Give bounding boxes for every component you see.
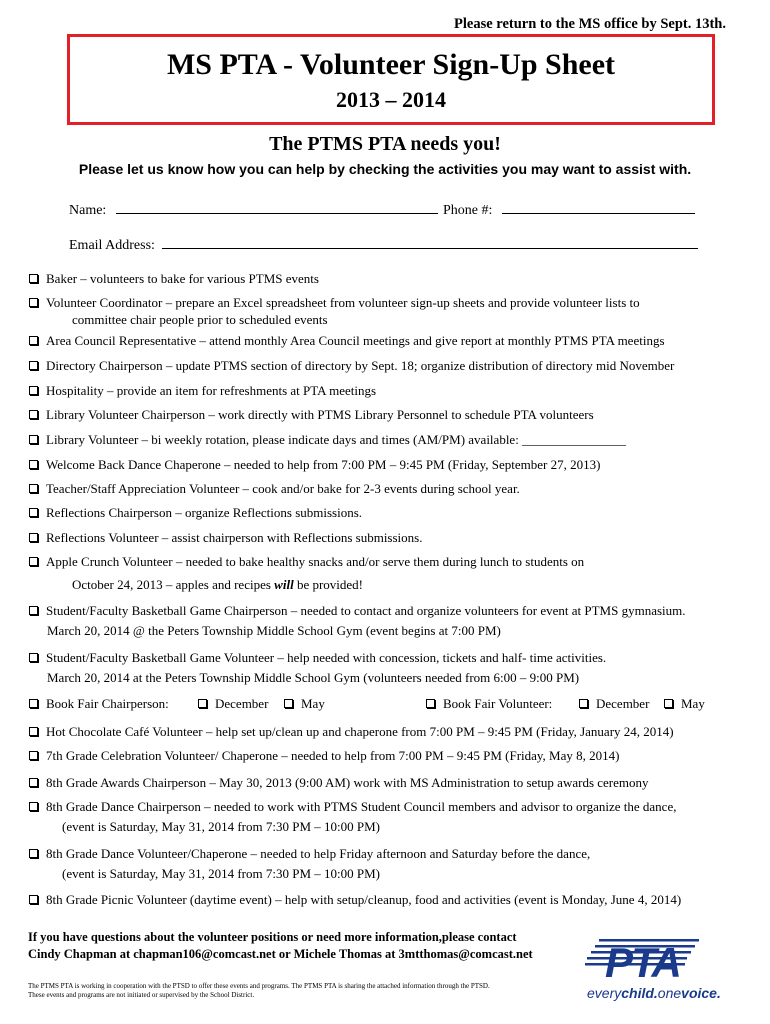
intro-text: Please let us know how you can help by checking the activities you may want to assist with.: [78, 161, 692, 177]
name-line[interactable]: [116, 200, 438, 214]
list-item: 8th Grade Awards Chairperson – May 30, 2013 (9:00 AM) work with MS Administration to setup awards ceremony: [29, 774, 739, 791]
checkbox[interactable]: [29, 410, 38, 419]
list-item: Apple Crunch Volunteer – needed to bake healthy snacks and/or serve them during lunch to students on October 24, 2013 – apples and recipes will be provided!: [29, 553, 739, 593]
phone-line[interactable]: [502, 200, 695, 214]
checkbox[interactable]: [29, 606, 38, 615]
name-field[interactable]: [69, 200, 438, 219]
tagline: The PTMS PTA needs you!: [269, 133, 501, 155]
checkbox[interactable]: [29, 849, 38, 858]
book-fair-volunteer-label: Book Fair Volunteer:: [443, 696, 553, 711]
title-box: [67, 34, 715, 125]
list-item: 8th Grade Picnic Volunteer (daytime event) – help with setup/cleanup, food and activities (event is Monday, June 4, 2014): [29, 891, 739, 908]
list-item: Reflections Volunteer – assist chairperson with Reflections submissions.: [29, 529, 739, 546]
checkbox[interactable]: [29, 336, 38, 345]
checkbox[interactable]: [29, 533, 38, 542]
list-item: Volunteer Coordinator – prepare an Excel spreadsheet from volunteer sign-up sheets and provide volunteer lists to committee chair people prior to scheduled events: [29, 294, 739, 328]
checkbox[interactable]: [29, 751, 38, 760]
checkbox[interactable]: [29, 274, 38, 283]
return-note: Please return to the MS office by Sept. 13th.: [454, 16, 726, 32]
list-item: Hospitality – provide an item for refreshments at PTA meetings: [29, 382, 739, 399]
checkbox[interactable]: [29, 895, 38, 904]
email-line[interactable]: [162, 235, 698, 249]
list-item: Reflections Chairperson – organize Reflections submissions.: [29, 504, 739, 521]
svg-text:PTA: PTA: [605, 939, 680, 986]
list-item: 7th Grade Celebration Volunteer/ Chaperone – needed to help from 7:00 PM – 9:45 PM (Friday, May 8, 2014): [29, 747, 739, 764]
book-fair-row: Book Fair Chairperson: December May Book Fair Volunteer: December May: [29, 695, 739, 712]
checkbox[interactable]: [29, 699, 38, 708]
svg-text:everychild.onevoice.: everychild.onevoice.: [587, 985, 721, 1001]
checkbox[interactable]: [426, 699, 435, 708]
list-item: Teacher/Staff Appreciation Volunteer – cook and/or bake for 2-3 events during school year.: [29, 480, 739, 497]
list-item: Area Council Representative – attend monthly Area Council meetings and give report at monthly PTMS PTA meetings: [29, 332, 739, 349]
page-title: MS PTA - Volunteer Sign-Up Sheet: [166, 48, 616, 81]
list-item: Library Volunteer – bi weekly rotation, please indicate days and times (AM/PM) available: ________________: [29, 431, 739, 448]
list-item: Student/Faculty Basketball Game Volunteer – help needed with concession, tickets and half- time activities. March 20, 2014 at the Peters Township Middle School Gym (volunteers needed from 6:00 – 9:00 PM): [29, 649, 739, 686]
pta-logo-icon: [585, 935, 735, 1005]
checkbox[interactable]: [29, 727, 38, 736]
book-fair-chair-label: Book Fair Chairperson:: [46, 696, 169, 711]
name-label: Name:: [69, 203, 107, 218]
checkbox[interactable]: [29, 435, 38, 444]
checkbox-may[interactable]: [284, 699, 293, 708]
email-label: Email Address:: [69, 238, 155, 253]
checkbox[interactable]: [29, 460, 38, 469]
pta-logo: [585, 935, 735, 1005]
checkbox[interactable]: [29, 484, 38, 493]
checkbox-december[interactable]: [579, 699, 588, 708]
contact-info: If you have questions about the volunteer positions or need more information,please contact Cindy Chapman at chapman106@comcast.net or Michele Thomas at 3mtthomas@comcast.net: [28, 930, 533, 961]
phone-label: Phone #:: [443, 203, 493, 218]
list-item: Baker – volunteers to bake for various PTMS events: [29, 270, 739, 287]
checkbox[interactable]: [29, 778, 38, 787]
checkbox-may[interactable]: [664, 699, 673, 708]
checkbox[interactable]: [29, 557, 38, 566]
phone-field[interactable]: [443, 200, 695, 219]
checkbox[interactable]: [29, 386, 38, 395]
checkbox-december[interactable]: [198, 699, 207, 708]
checkbox[interactable]: [29, 653, 38, 662]
list-item: Welcome Back Dance Chaperone – needed to help from 7:00 PM – 9:45 PM (Friday, September 27, 2013): [29, 456, 739, 473]
list-item: 8th Grade Dance Chairperson – needed to work with PTMS Student Council members and advisor to organize the dance, (event is Saturday, May 31, 2014 from 7:30 PM – 10:00 PM): [29, 798, 739, 835]
list-item: Hot Chocolate Café Volunteer – help set up/clean up and chaperone from 7:00 PM – 9:45 PM (Friday, January 24, 2014): [29, 723, 739, 740]
email-field[interactable]: [69, 235, 698, 254]
checkbox[interactable]: [29, 802, 38, 811]
checkbox[interactable]: [29, 508, 38, 517]
list-item: 8th Grade Dance Volunteer/Chaperone – needed to help Friday afternoon and Saturday before the dance, (event is Saturday, May 31, 2014 from 7:30 PM – 10:00 PM): [29, 845, 739, 882]
school-year: 2013 – 2014: [336, 87, 446, 112]
list-item: Library Volunteer Chairperson – work directly with PTMS Library Personnel to schedule PTA volunteers: [29, 406, 739, 423]
list-item: Student/Faculty Basketball Game Chairperson – needed to contact and organize volunteers for event at PTMS gymnasium. March 20, 2014 @ the Peters Township Middle School Gym (event begins at 7:00 PM): [29, 602, 739, 639]
checkbox[interactable]: [29, 298, 38, 307]
disclaimer: The PTMS PTA is working in cooperation with the PTSD to offer these events and programs. The PTMS PTA is sharing the attached information through the PTSD. These events and programs are not initiated or supervised by the School District.: [28, 982, 490, 999]
checkbox[interactable]: [29, 361, 38, 370]
list-item: Directory Chairperson – update PTMS section of directory by Sept. 18; organize distribution of directory mid November: [29, 357, 739, 374]
